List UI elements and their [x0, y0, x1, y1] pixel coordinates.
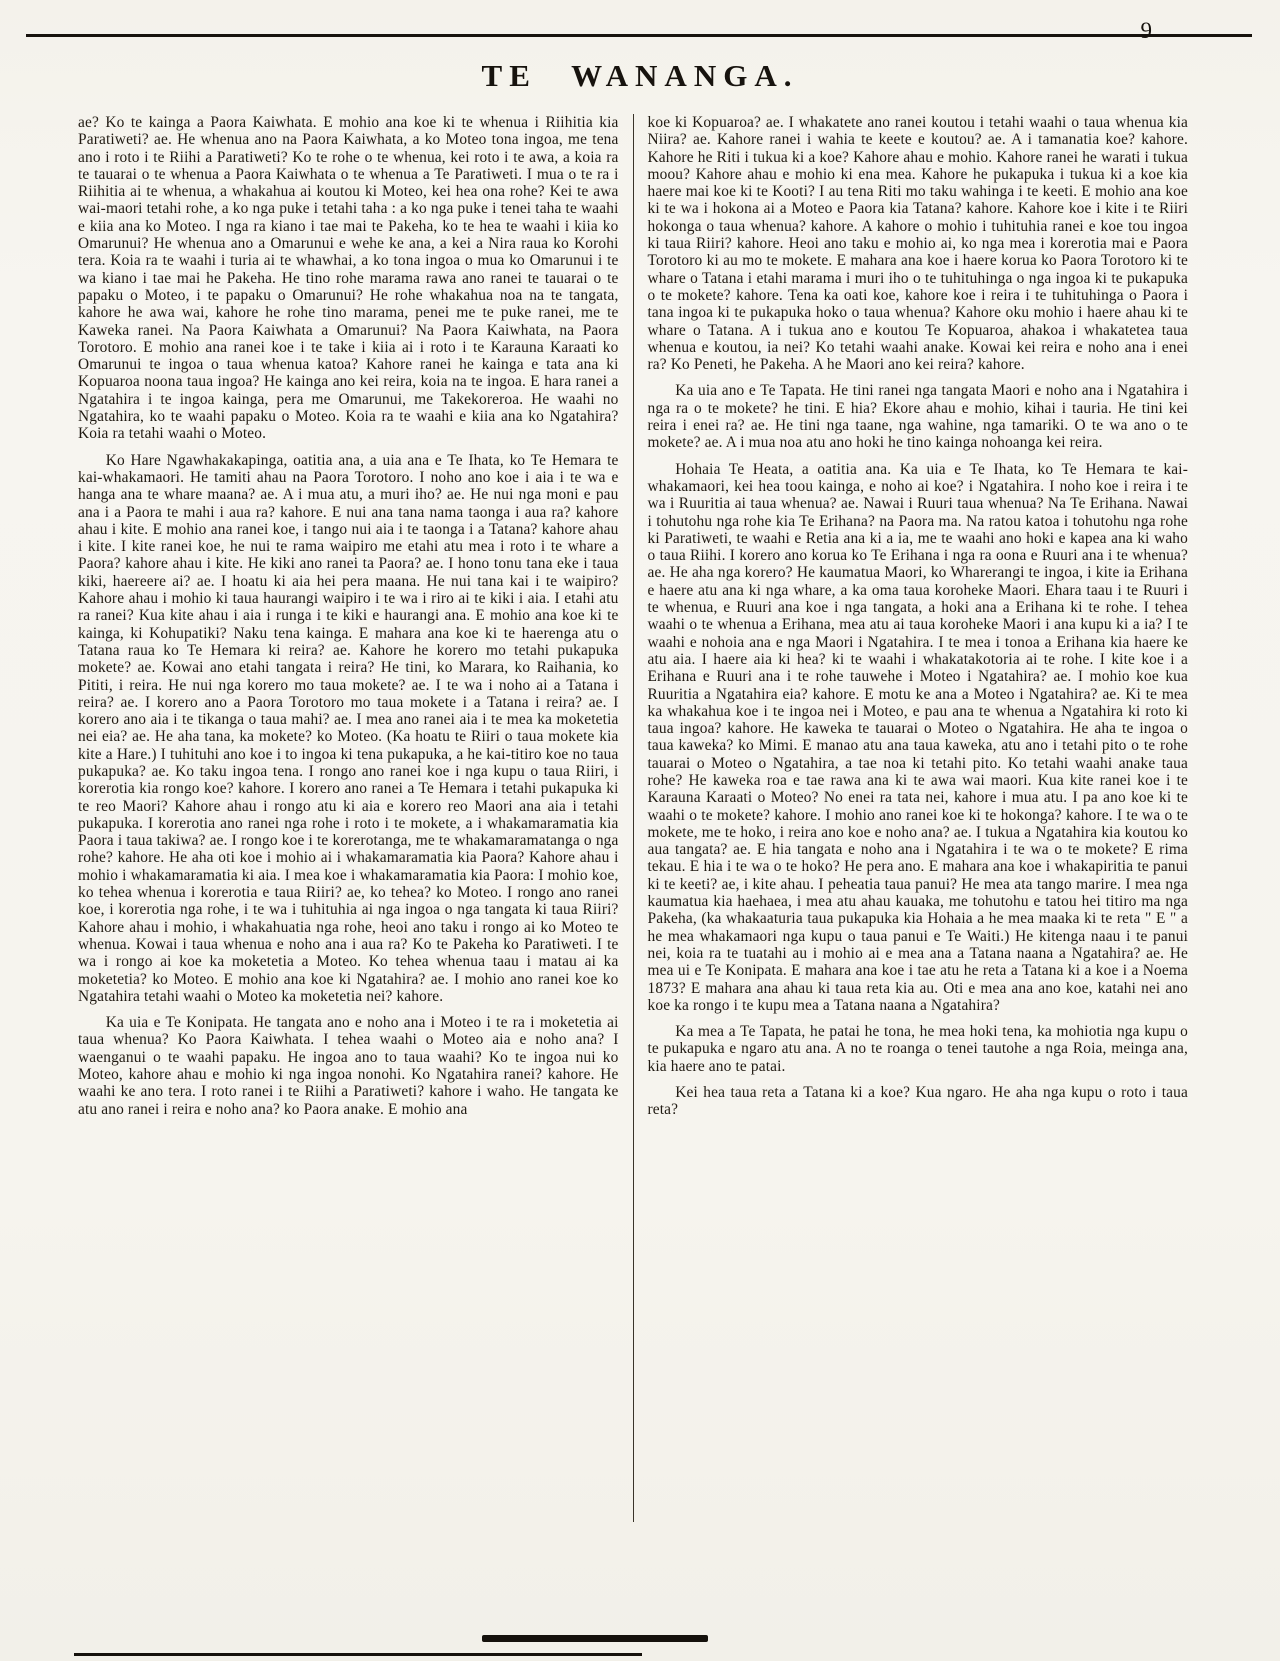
print-smudge-artifact — [482, 1635, 708, 1642]
article-body — [78, 114, 1188, 1522]
paragraph: Ka uia e Te Konipata. He tangata ano e noho ana i Moteo i te ra i moketetia ai taua whenua? Ko Paora Kaiwhata. I tehea waahi o Moteo aia e noho ana? I waenganui o te waahi papaku. He ingoa ano to taua waahi? Ko te ingoa nui ko Moteo, kahore ahau e mohio ki nga ingoa nonohi. Ko Ngatahira ranei? kahore. He waahi ke ano tera. I roto ranei i te Riihi a Paratiweti? kahore i waho. He tangata ke atu ano ranei i reira e noho ana? ko Paora anake. E mohio ana — [78, 1014, 619, 1118]
paragraph: ae? Ko te kainga a Paora Kaiwhata. E mohio ana koe ki te whenua i Riihitia kia Paratiweti? ae. He whenua ano na Paora Kaiwhata, a ko Moteo tona ingoa, me tena ano i roto i te Riihi a Paratiweti? Ko te rohe o te whenua, kei roto i te awa, a koia ra te tauarai o te whenua a Paora Kaiwhata o te whenua a Te Paratiweti. I mua o te ra i Riihitia ai te whenua, a whakahua ai koutou ki Moteo, kei hea ona rohe? Kei te awa wai-maori tetahi rohe, a ko nga puke i tetahi taha : a ko nga puke i tenei taha te waahi e kiia ana ko Moteo. I nga ra kiano i tae mai te Pakeha, ko te hea te waahi i kiia ko Omarunui? He whenua ano a Omarunui e wehe ke ana, a kei a Nira raua ko Korohi tera. Koia ra te waahi i turia ai te whawhai, a ko tona ingoa o mua ko Omarunui i te wa kiano i tae mai he Pakeha. He tino rohe marama rawa ano ranei te tauarai o te papaku o Moteo, i te papaku o Omarunui? He rohe whakahua noa na te tangata, kahore he awa wai, kahore he rohe tino marama, penei me te puke ranei, me te Kaweka ranei. Na Paora Kaiwhata a Omarunui? Na Paora Kaiwhata, na Paora Torotoro. E mohio ana ranei koe i te take i kiia ai i roto i te Karauna Karaati ko Omarunui te ingoa o taua whenua katoa? Kahore ranei he kainga e tata ana ki Kopuaroa noona taua ingoa? He kainga ano kei reira, koia na te ingoa. E hara ranei a Ngatahira i te ingoa kainga, pera me Omarunui, me Takekoreroa. He waahi no Ngatahira, ko te waahi papaku o Moteo. Koia ra te waahi e kiia ana ko Ngatahira? Koia ra tetahi waahi o Moteo. — [78, 114, 619, 443]
paragraph: koe ki Kopuaroa? ae. I whakatete ano ranei koutou i tetahi waahi o taua whenua kia Niira? ae. Kahore ranei i wahia te keete e koutou? ae. A i tamanatia koe? kahore. Kahore he Riti i tukua ki a koe? Kahore ahau e mohio. Kahore ranei he warati i tukua moou? Kahore ahau e mohio ki ena mea. Kahore he pukapuka i tukua ki a koe kia haere mai koe ki te Kooti? I au tena Riti mo taku wahinga i te keeti. E mohio ana koe ki te wa i hokona ai a Moteo e Paora kia Tatana? kahore. Kahore koe i kite i te Riiri hokonga o taua whenua? kahore. A kahore o mohio i tuhituhia ranei e koe tou ingoa ki taua Riiri? kahore. Heoi ano taku e mohio ai, ko nga mea i korerotia mai e Paora Torotoro ki au mo te mokete. E mahara ana koe i haere korua ko Paora Torotoro ki te whare o Tatana i etahi marama i muri iho o te tuhituhinga o nga ingoa ki te pukapuka o te mokete? kahore. Tena ka oati koe, kahore koe i reira i te tuhituhinga o Paora i tana ingoa ki te pukapuka hoko o taua whenua? Kahore oku mohio i haere ahau ki te whare o Tatana. A i tukua ano e koutou Te Kopuaroa, ahakoa i whakatetea taua whenua e koutou, ia nei? Ko tetahi waahi anake. Kowai kei reira e noho ana i enei ra? Ko Peneti, he Pakeha. A he Maori ano kei reira? kahore. — [647, 114, 1188, 374]
page-number: 9 — [1140, 18, 1152, 43]
column-divider — [633, 114, 634, 1522]
masthead — [0, 58, 1280, 110]
page-top-rule — [26, 34, 1252, 37]
right-column — [648, 114, 1189, 1522]
paragraph: Hohaia Te Heata, a oatitia ana. Ka uia e Te Ihata, ko Te Hemara te kai-whakamaori, kei hea toou kainga, e noho ai koe? i Ngatahira. I noho koe i reira i te wa i Ruuritia ai taua whenua? ae. Nawai i Ruuri taua whenua? Na Te Erihana. Nawai i tohutohu nga rohe kia Te Erihana? na Paora ma. Na ratou katoa i tohutohu nga rohe ki Paratiweti, te waahi e Retia ana ki a ia, me te waahi ano hoki e kapea ana ki waho o taua Riihi. I korero ano korua ko Te Erihana i nga ra oona e Ruuri ana i te whenua? ae. He aha nga korero? He kaumatua Maori, ko Wharerangi te ingoa, i kite ia Erihana e haere atu ana ki nga whare, a ka oma taua koroheke Maori. Ehara taau i te Ruuri i te whenua, e Ruuri ana koe i nga tangata, a hoki ana a Erihana ki te rohe. I tehea waahi o te whenua a Erihana, mea atu ai taua koroheke Maori i ana kupu ki a ia? I te waahi e nohoia ana e nga Maori i Ngatahira. I te mea i tonoa a Erihana kia haere ke atu aia. I haere aia ki hea? ki te waahi i whakatakotoria ai te rohe. I kite koe i a Erihana e Ruuri ana i te rohe tauwehe i Moteo i Ngatahira? ae. I mohio koe kua Ruuritia a Ngatahira eia? kahore. E motu ke ana a Moteo i Ngatahira? ae. Ki te mea ka whakahua koe i te ingoa nei i Moteo, e pau ana te whenua a Ngatahira ki roto ki taua ingoa? kahore. He kaweka te tauarai o Moteo o Ngatahira. He aha te ingoa o taua kaweka? ko Mimi. E manao atu ana taua kaweka, atu ano i tetahi pito o te rohe tauarai o Moteo o Ngatahira, a tae noa ki tetahi pito. Ko tetahi waahi anake taua rohe? He kaweka roa e tae rawa ana ki te awa wai maori. Kua kite ranei koe i te Karauna Karaati o Moteo? No enei ra tata nei, kahore i mua atu. I pa ano koe ki te waahi o te mokete? kahore. I mohio ano ranei koe ki te hokonga? kahore. I te wa o te mokete, me te hoko, i reira ano koe e noho ana? ae. I tukua a Ngatahira kia koutou ko aua tangata? ae. E hia tangata e noho ana i Ngatahira i te wa o te mokete? E rima tekau. E hia i te wa o te hoko? He pera ano. E mahara ana koe i whakapiritia te panui ki te keeti? ae, i kite ahau. I peheatia taua panui? He mea ata tango marire. I mea nga kaumatua kia haehaea, i mea atu ahau kauaka, me tohutohu e tatou hei titiro ma nga Pakeha, (ka whakaaturia taua pukapuka kia Hohaia a he mea maaka ki te reta " E " a he mea whakamaori nga kupu o taua panui e Te Waiti.) He kitenga naau i te panui nei, koia ra te tuatahi au i mohio ai e mea ana a Tatana naana a Ngatahira? ae. He mea ui e Te Konipata. E mahara ana koe i tae atu he reta a Tatana ki a koe i a Noema 1873? E mahara ana ahau ki taua reta kia au. Oti e mea ana ano koe, katahi nei ano koe ka rongo i te kupu mea a Tatana naana a Ngatahira? — [647, 460, 1188, 1014]
paragraph: Kei hea taua reta a Tatana ki a koe? Kua ngaro. He aha nga kupu o roto i taua reta? — [647, 1084, 1188, 1119]
paragraph: Ko Hare Ngawhakakapinga, oatitia ana, a uia ana e Te Ihata, ko Te Hemara te kai-whakamaori. He tamiti ahau na Paora Torotoro. I noho ano koe i aia i te wa e hanga ana te whare maana? ae. A i mua atu, a muri iho? ae. He nui nga moni e pau ana i a Paora te mahi i aua ra? kahore. E nui ana tana nama taonga i aua ra? kahore ahau i kite. E mohio ana ranei koe, i tango nui aia i te taonga i a Tatana? kahore ahau i kite. I kite ranei koe, he nui te rama waipiro me etahi atu mea i roto i te whare a Paora? kahore ahau i kite. He kiki ano ranei ta Paora? ae. I hono tonu tana eke i taua kiki, haereere ai? ae. I hoatu ki aia hei pera maana. He nui tana kai i te waipiro? Kahore ahau i mohio ki taua haurangi waipiro i te wa i riro ai te kiki i aia. I etahi atu ra ranei? Kua kite ahau i aia i runga i te kiki e haurangi ana. E mohio ana koe ki te kainga, ki Kohupatiki? Naku tena kainga. E mahara ana koe ki te haerenga atu o Tatana raua ko Te Hemara ki reira? ae. Kahore he korero mo tetahi pukapuka mokete? ae. Kowai ano etahi tangata i reira? He tini, ko Marara, ko Raihania, ko Pititi, i reira. He nui nga korero mo taua mokete? ae. I te wa i noho ai a Tatana i reira? ae. I korero ano a Paora Torotoro mo taua mokete i a Tatana i reira? ae. I korero ano aia i te tikanga o taua mahi? ae. I mea ano ranei aia i te mea ka moketetia nei eia? ae. He aha tana, ka mokete? ko Moteo. (Ka hoatu te Riiri o taua mokete kia kite a Hare.) I tuhituhi ano koe i to ingoa ki tena pukapuka, a he kai-titiro koe no taua pukapuka? ae. Ko taku ingoa tena. I rongo ano ranei koe i nga kupu o taua Riiri, i korerotia kia rongo koe? kahore. I korero ano ranei a Te Hemara i tetahi pukapuka ki te reo Maori? Kahore ahau i rongo atu ki aia e korero reo Maori ana aia i tetahi pukapuka. I korerotia ano ranei nga rohe i roto i te mokete, a i whakamaramatia kia Paora i taua takiwa? ae. I rongo koe i te korerotanga, me te whakamaramatanga o nga rohe? kahore. He aha oti koe i mohio ai i whakamaramatia kia Paora? Kahore ahau i mohio i whakamaramatia ki aia. I mea koe i whakamaramatia kia Paora: I mohio koe, ko tehea whenua i korerotia e taua Riiri? ae, ko tehea? ko Moteo. I rongo ano ranei koe, i korerotia nga rohe, i te wa i tuhituhia ai nga ingoa o nga tangata ki taua Riiri? Kahore ahau i mohio, i whakahuatia nga rohe, heoi ano taku i rongo ai ko Moteo te whenua. Kowai i taua whenua e noho ana i aua ra? Ko te Pakeha ko Paratiweti. I te wa i rongo ai koe ka moketetia a Moteo. Ko tehea whenua taau i matau ai ka moketetia? ko Moteo. E mohio ana koe ki Ngatahira? ae. I mohio ano ranei koe ko Ngatahira tetahi waahi o Moteo ka moketetia nei? kahore. — [78, 451, 619, 1005]
paragraph: Ka uia ano e Te Tapata. He tini ranei nga tangata Maori e noho ana i Ngatahira i nga ra o te mokete? he tini. E hia? Ekore ahau e mohio, kihai i tauria. He tini kei reira i enei ra? ae. He tini nga taane, nga wahine, nga tamariki. O te wa ano o te mokete? ae. A i mua noa atu ano hoki he tino kainga nohoanga kei reira. — [647, 382, 1188, 452]
paragraph: Ka mea a Te Tapata, he patai he tona, he mea hoki tena, ka mohiotia nga kupu o te pukapuka e ngaro atu ana. A no te roanga o tenei tautohe a nga Roia, meinga ana, kia haere ano te patai. — [647, 1023, 1188, 1075]
page-bottom-rule — [74, 1653, 642, 1656]
masthead-title: TE WANANGA. — [481, 58, 799, 93]
left-column — [78, 114, 619, 1522]
